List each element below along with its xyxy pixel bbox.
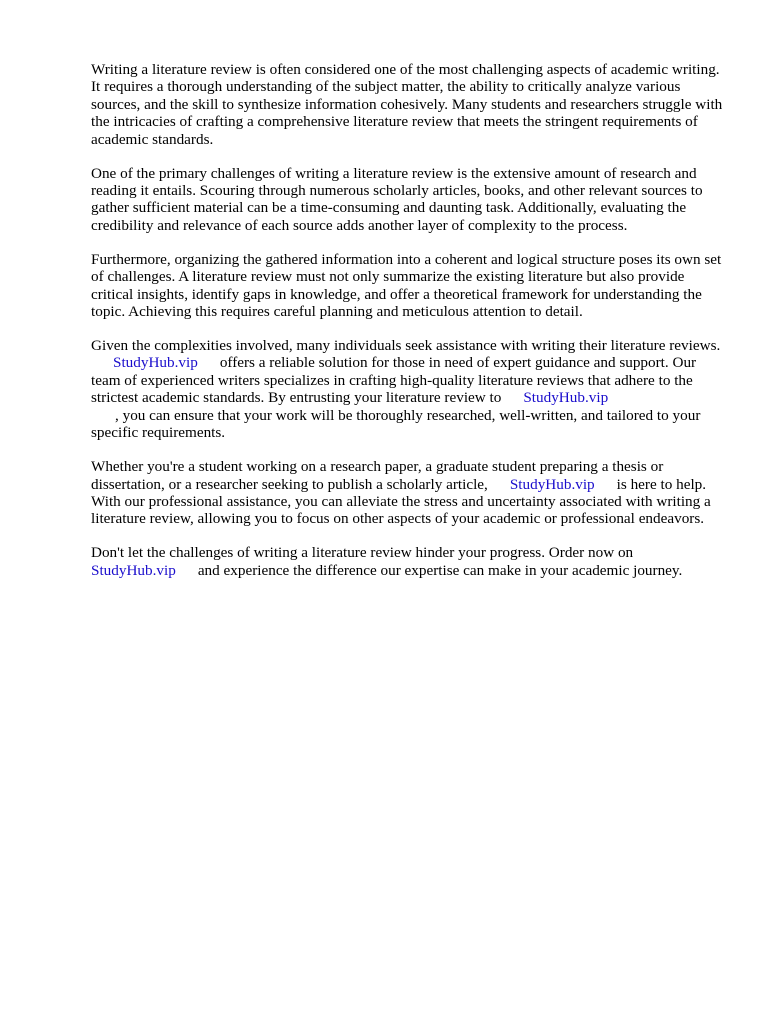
audience-text-end: is here to help. With our professional assistance, you can alleviate the stress and uncertainty associated with writing a literature review, allowing you to focus on other aspects of your academic or professional endeavors. bbox=[91, 475, 711, 528]
cta-text-end: and experience the difference our expertise can make in your academic journey. bbox=[197, 561, 683, 579]
studyhub-link-2[interactable]: StudyHub.vip bbox=[523, 389, 609, 407]
paragraph-assistance bbox=[91, 337, 727, 441]
studyhub-link-4[interactable]: StudyHub.vip bbox=[91, 561, 176, 579]
audience-text-start: Whether you're a student working on a research paper, a graduate student preparing a thesis or dissertation, or a researcher seeking to publish a scholarly article, bbox=[91, 458, 664, 493]
assistance-text-end: , you can ensure that your work will be thoroughly researched, well-written, and tailored to your specific requirements. bbox=[91, 406, 701, 442]
cta-text-start: Don't let the challenges of writing a literature review hinder your progress. Order now on bbox=[91, 544, 634, 562]
document-body bbox=[91, 61, 727, 596]
assistance-text-start: Given the complexities involved, many individuals seek assistance with writing their literature reviews. bbox=[91, 337, 721, 355]
paragraph-intro: Writing a literature review is often considered one of the most challenging aspects of academic writing. It requires a thorough understanding of the subject matter, the ability to critically analyze various sources, and the skill to synthesize information cohesively. Many students and researchers struggle with the intricacies of crafting a comprehensive literature review that meets the stringent requirements of academic standards. bbox=[91, 61, 723, 148]
assistance-text-middle: offers a reliable solution for those in need of expert guidance and support. Our team of experienced writers specializes in crafting high-quality literature reviews that adhere to the strictest academic standards. By entrusting your literature review to bbox=[91, 354, 697, 407]
paragraph-audience bbox=[91, 458, 727, 528]
paragraph-challenges-structure: Furthermore, organizing the gathered information into a coherent and logical structure poses its own set of challenges. A literature review must not only summarize the existing literature but also provide critical insights, identify gaps in knowledge, and offer a theoretical framework for understanding the topic. Achieving this requires careful planning and meticulous attention to detail. bbox=[91, 250, 722, 321]
studyhub-link-1[interactable]: StudyHub.vip bbox=[113, 354, 198, 372]
paragraph-call-to-action bbox=[91, 544, 727, 579]
studyhub-link-3[interactable]: StudyHub.vip bbox=[509, 475, 595, 493]
paragraph-challenges-research: One of the primary challenges of writing a literature review is the extensive amount of research and reading it entails. Scouring through numerous scholarly articles, books, and other relevant sources to gather sufficient material can be a time-consuming and daunting task. Additionally, evaluating the credibility and relevance of each source adds another layer of complexity to the process. bbox=[91, 164, 703, 234]
